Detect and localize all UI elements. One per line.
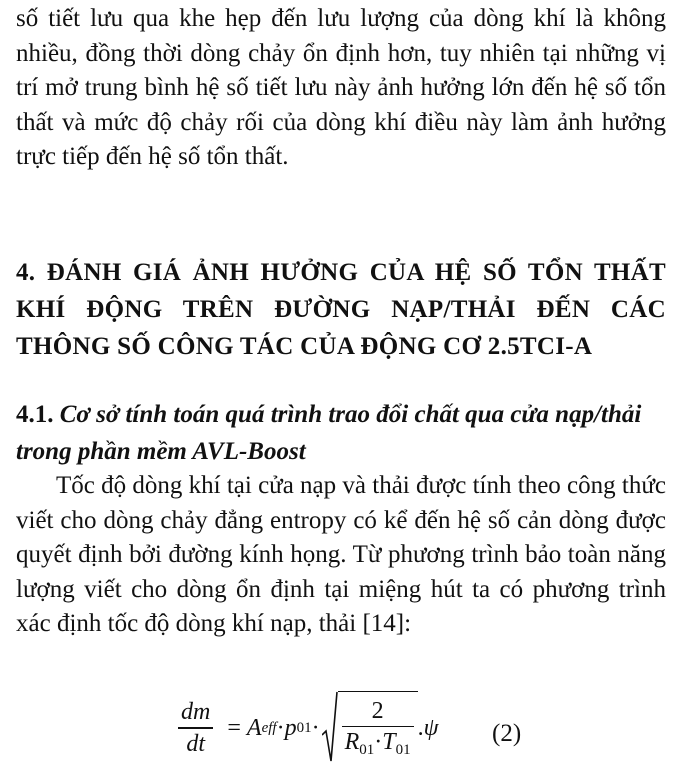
pressure-symbol: p	[284, 714, 297, 741]
root-numerator: 2	[371, 697, 384, 724]
equation-number: (2)	[492, 720, 522, 747]
square-root	[322, 691, 418, 766]
lhs-denominator: dt	[186, 730, 205, 757]
equation-2	[178, 688, 439, 768]
pressure-subscript: 01	[296, 719, 312, 736]
radicand	[338, 691, 418, 766]
temperature-symbol: T	[382, 729, 396, 756]
root-fraction	[342, 696, 414, 766]
dot-operator: ·	[311, 714, 320, 741]
subsection-heading	[16, 396, 666, 470]
subsection-number: 4.1.	[16, 401, 54, 428]
area-subscript: eff	[261, 719, 277, 736]
gas-constant-subscript: 01	[359, 742, 375, 759]
area-symbol: A	[246, 714, 262, 741]
lhs-numerator: dm	[181, 699, 211, 726]
gas-constant-symbol: R	[344, 729, 360, 756]
temperature-subscript: 01	[395, 742, 411, 759]
radical-sign-icon	[322, 691, 338, 763]
dot-operator: .	[417, 714, 424, 741]
root-denominator	[342, 727, 414, 765]
psi-symbol: ψ	[423, 714, 439, 741]
paragraph-method: Tốc độ dòng khí tại cửa nạp và thải được tính theo công thức viết cho dòng chảy đẳng entropy có kể đến hệ số cản dòng được quyết định bởi đường kính họng. Từ phương trình bảo toàn năng lượng viết cho dòng ổn định tại miệng hút ta có phương trình xác định tốc độ dòng khí nạp, thải [14]:	[16, 472, 666, 637]
lhs-fraction	[178, 697, 213, 759]
section-heading: 4. ĐÁNH GIÁ ẢNH HƯỞNG CỦA HỆ SỐ TỔN THẤT KHÍ ĐỘNG TRÊN ĐƯỜNG NẠP/THẢI ĐẾN CÁC THÔNG SỐ CÔNG TÁC CỦA ĐỘNG CƠ 2.5TCI-A	[16, 259, 666, 360]
dot-operator: ·	[276, 714, 285, 741]
dot-operator: ·	[374, 729, 383, 756]
paragraph-continued: số tiết lưu qua khe hẹp đến lưu lượng của dòng khí là không nhiều, đồng thời dòng chảy ổn định hơn, tuy nhiên tại những vị trí mở trung bình hệ số tiết lưu này ảnh hưởng lớn đến hệ số tổn thất và mức độ chảy rối của dòng khí điều này làm ảnh hưởng trực tiếp đến hệ số tổn thất.	[16, 5, 666, 170]
subsection-title: Cơ sở tính toán quá trình trao đổi chất qua cửa nạp/thải trong phần mềm AVL-Boost	[16, 401, 642, 465]
equals-sign: =	[227, 714, 241, 741]
